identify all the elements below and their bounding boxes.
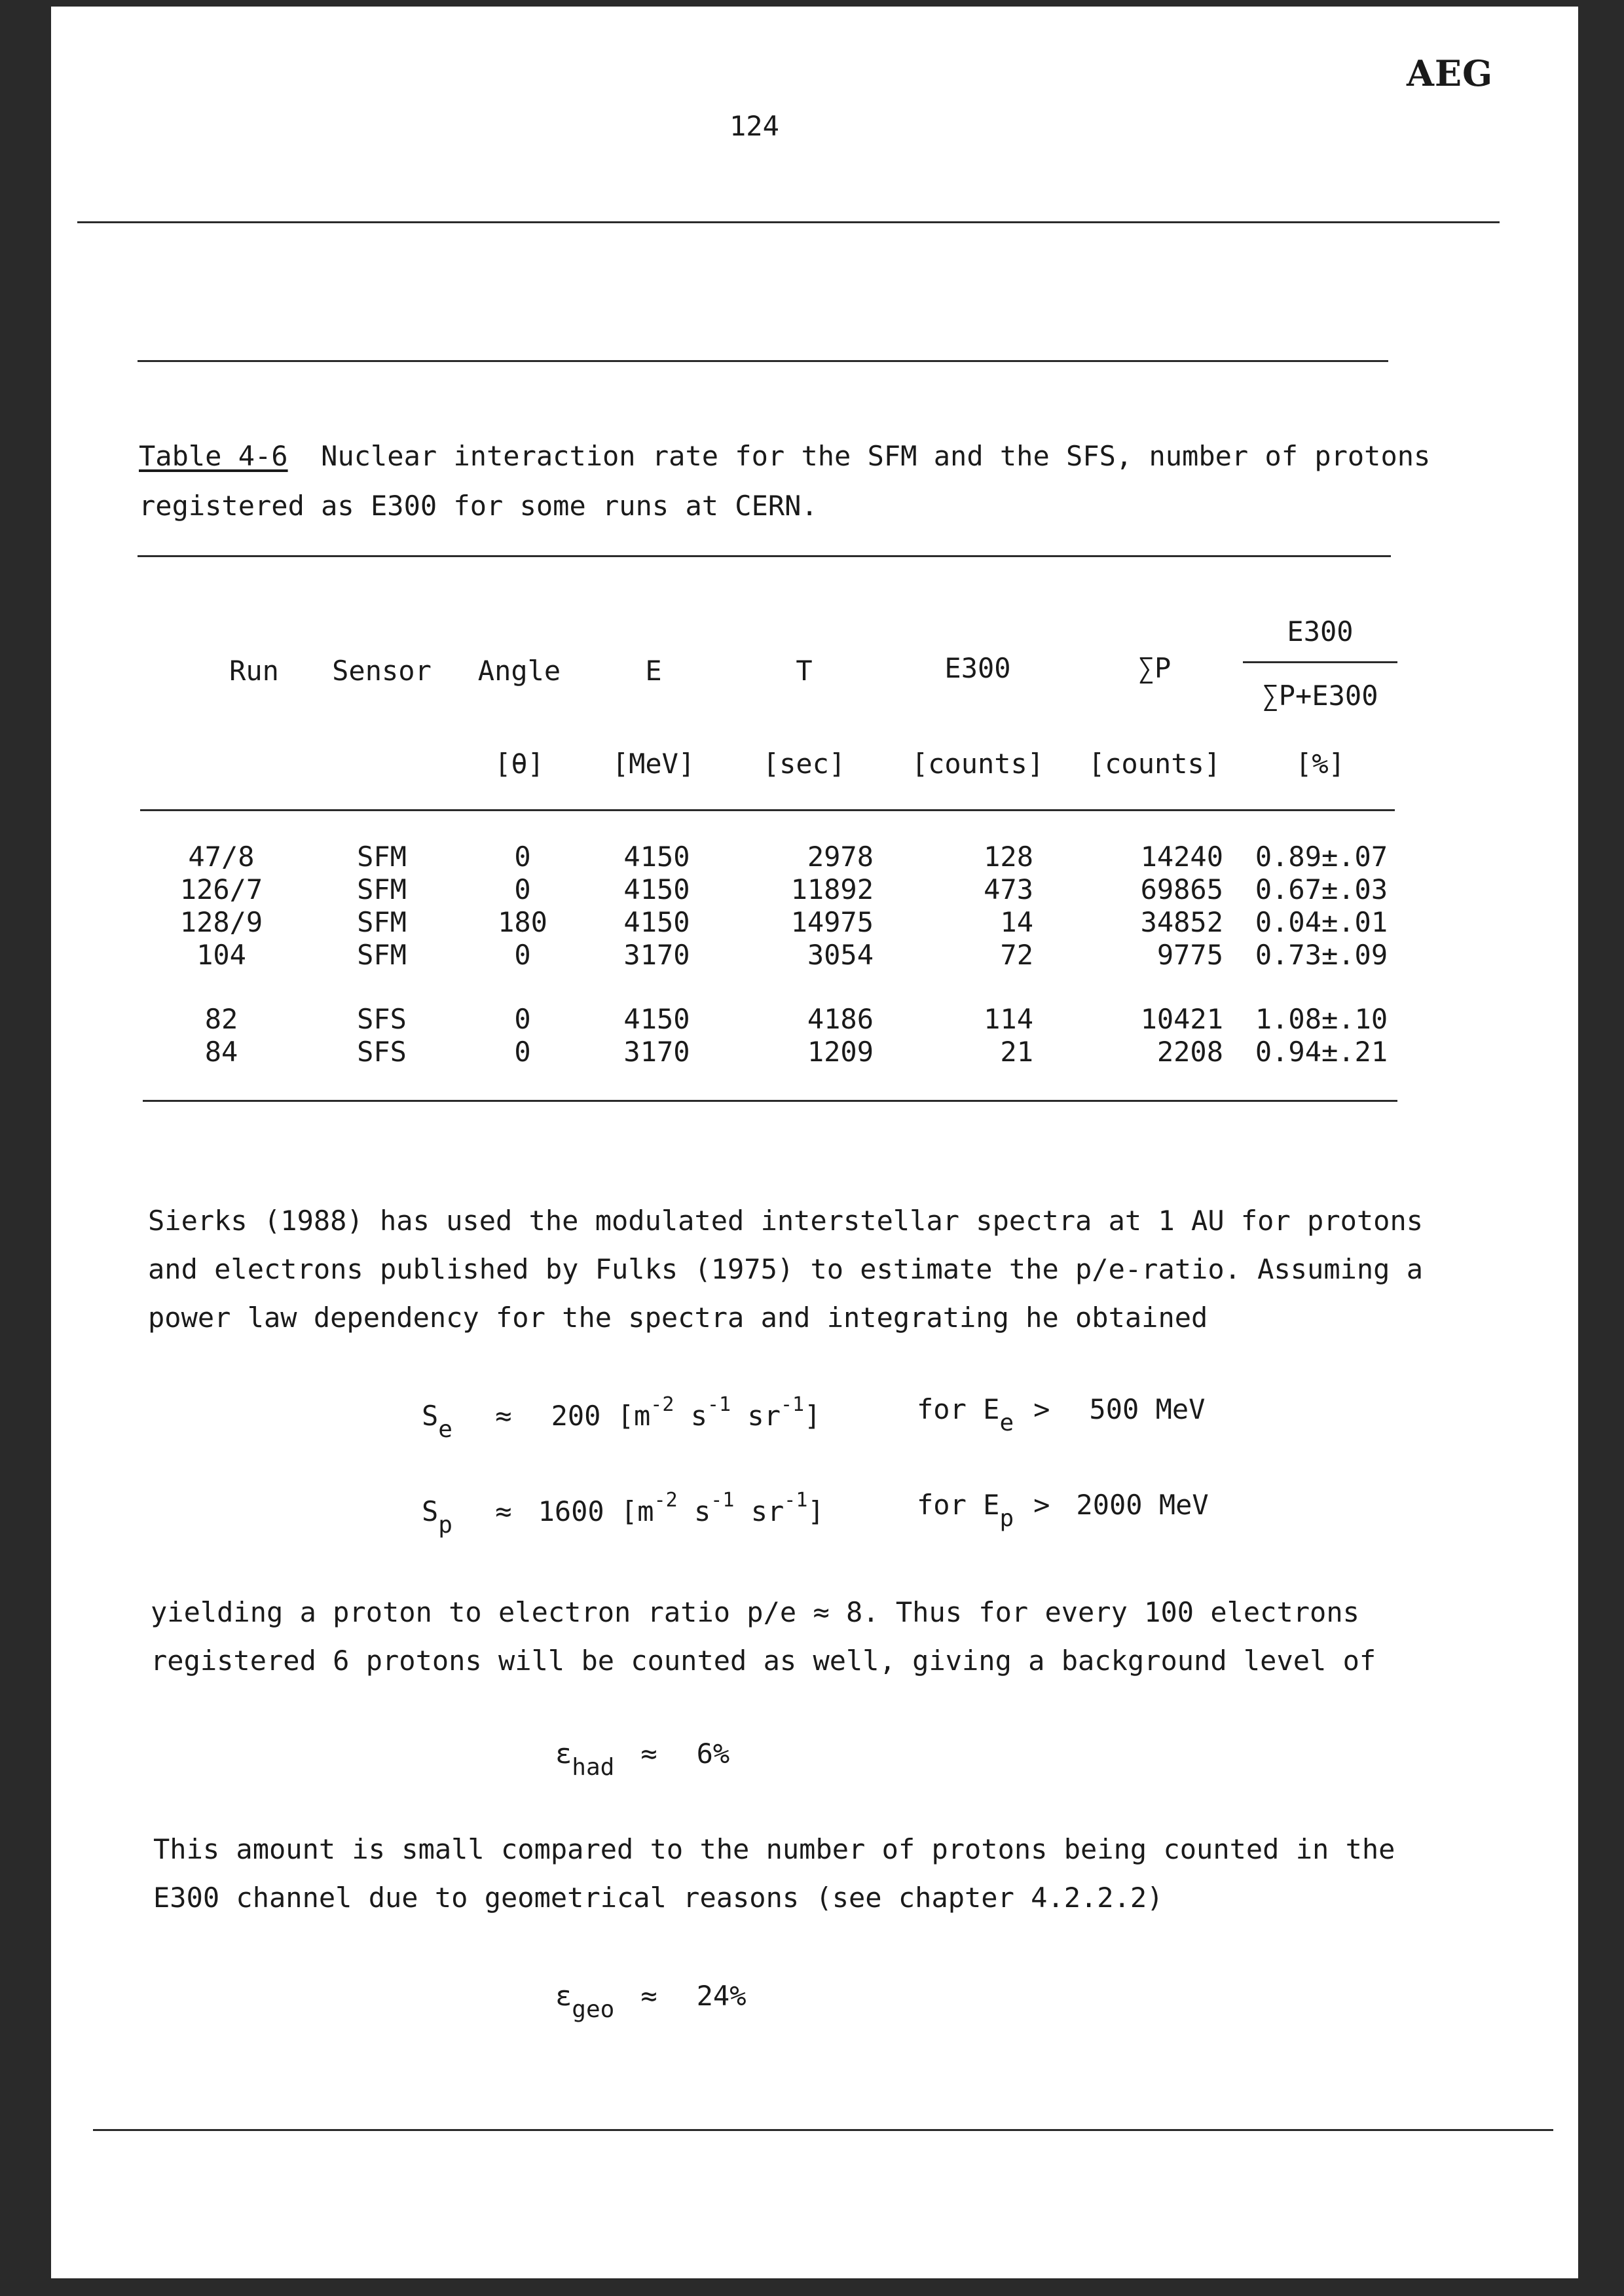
table-label: Table 4-6 <box>139 440 288 472</box>
paragraph1-line2: and electrons published by Fulks (1975) to estimate the p/e-ratio. Assuming a <box>148 1253 1424 1285</box>
equation-eps-geo: εgeo ≈ 24% <box>555 1980 747 2023</box>
header-run: Run <box>229 655 279 687</box>
cell-t: 3054 <box>807 939 874 971</box>
cell-ratio: 0.94±.21 <box>1255 1036 1388 1068</box>
cell-sum-p: 14240 <box>1140 841 1223 873</box>
equation-sp: Sp ≈ 1600 [$m^{-2}$ $s^{-1}$ $sr^{-1}$] <box>422 1489 824 1539</box>
cell-ratio: 0.67±.03 <box>1255 873 1388 905</box>
cell-angle: 0 <box>514 1003 531 1035</box>
equation-se: Se ≈ 200 [$m^{-2}$ $s^{-1}$ $sr^{-1}$] <box>422 1393 821 1443</box>
cell-run: 82 <box>204 1003 238 1035</box>
cell-e300: 14 <box>1000 906 1033 938</box>
cell-e: 4150 <box>623 1003 690 1035</box>
cell-e300: 21 <box>1000 1036 1033 1068</box>
cell-ratio: 0.89±.07 <box>1255 841 1388 873</box>
document-page <box>51 7 1578 2278</box>
cell-sensor: SFM <box>357 841 407 873</box>
header-fraction-denominator: ∑P+E300 <box>1262 680 1378 712</box>
table-caption-line1: Table 4-6 Nuclear interaction rate for the SFM and the SFS, number of protons <box>139 440 1431 472</box>
cell-t: 11892 <box>790 873 874 905</box>
cell-run: 128/9 <box>179 906 263 938</box>
equation-se-condition: for Ee > 500 MeV <box>917 1393 1206 1436</box>
header-sum-p: ∑P <box>1137 652 1172 684</box>
cell-angle: 180 <box>498 906 547 938</box>
cell-sum-p: 2208 <box>1156 1036 1223 1068</box>
cell-ratio: 0.73±.09 <box>1255 939 1388 971</box>
header-t: T <box>796 655 813 687</box>
paragraph2-line1: yielding a proton to electron ratio p/e ≈ 8. Thus for every 100 electrons <box>151 1596 1359 1628</box>
footer-rule <box>93 2129 1553 2131</box>
unit-percent: [%] <box>1295 748 1345 780</box>
cell-run: 84 <box>204 1036 238 1068</box>
cell-t: 14975 <box>790 906 874 938</box>
cell-angle: 0 <box>514 939 531 971</box>
cell-e: 3170 <box>623 939 690 971</box>
header-e: E <box>645 655 662 687</box>
cell-run: 126/7 <box>179 873 263 905</box>
cell-sum-p: 69865 <box>1140 873 1223 905</box>
table-header-rule <box>140 809 1395 811</box>
cell-sensor: SFM <box>357 939 407 971</box>
equation-eps-had: εhad ≈ 6% <box>555 1738 730 1781</box>
page-number: 124 <box>729 110 779 142</box>
caption-top-rule <box>138 360 1388 362</box>
cell-sensor: SFM <box>357 906 407 938</box>
cell-ratio: 0.04±.01 <box>1255 906 1388 938</box>
cell-sensor: SFS <box>357 1003 407 1035</box>
unit-sum-p: [counts] <box>1088 748 1221 780</box>
cell-e: 4150 <box>623 906 690 938</box>
unit-e300: [counts] <box>911 748 1044 780</box>
fraction-bar <box>1243 661 1397 663</box>
cell-e: 4150 <box>623 841 690 873</box>
header-rule <box>77 221 1500 223</box>
paragraph1-line1: Sierks (1988) has used the modulated interstellar spectra at 1 AU for protons <box>148 1205 1424 1237</box>
cell-t: 1209 <box>807 1036 874 1068</box>
aeg-logo: AEG <box>1407 52 1494 94</box>
cell-angle: 0 <box>514 873 531 905</box>
paragraph3-line1: This amount is small compared to the number of protons being counted in the <box>153 1833 1395 1865</box>
cell-e: 3170 <box>623 1036 690 1068</box>
caption-bottom-rule <box>138 555 1391 557</box>
cell-sensor: SFM <box>357 873 407 905</box>
header-e300: E300 <box>944 652 1011 684</box>
header-sensor: Sensor <box>332 655 432 687</box>
cell-angle: 0 <box>514 1036 531 1068</box>
cell-e300: 72 <box>1000 939 1033 971</box>
cell-angle: 0 <box>514 841 531 873</box>
cell-sum-p: 9775 <box>1156 939 1223 971</box>
unit-angle: [θ] <box>494 748 544 780</box>
cell-t: 2978 <box>807 841 874 873</box>
header-angle: Angle <box>477 655 561 687</box>
cell-sensor: SFS <box>357 1036 407 1068</box>
unit-t: [sec] <box>762 748 846 780</box>
paragraph1-line3: power law dependency for the spectra and integrating he obtained <box>148 1302 1208 1334</box>
equation-sp-condition: for Ep > 2000 MeV <box>917 1489 1209 1532</box>
cell-t: 4186 <box>807 1003 874 1035</box>
paragraph3-line2: E300 channel due to geometrical reasons (see chapter 4.2.2.2) <box>153 1882 1164 1914</box>
cell-ratio: 1.08±.10 <box>1255 1003 1388 1035</box>
cell-sum-p: 34852 <box>1140 906 1223 938</box>
paragraph2-line2: registered 6 protons will be counted as well, giving a background level of <box>151 1645 1376 1677</box>
cell-e300: 128 <box>984 841 1033 873</box>
cell-e300: 114 <box>984 1003 1033 1035</box>
cell-e300: 473 <box>984 873 1033 905</box>
table-caption-line2: registered as E300 for some runs at CERN. <box>139 490 818 522</box>
cell-run: 104 <box>196 939 246 971</box>
cell-sum-p: 10421 <box>1140 1003 1223 1035</box>
cell-run: 47/8 <box>188 841 255 873</box>
header-fraction-numerator: E300 <box>1287 615 1354 647</box>
unit-e: [MeV] <box>612 748 695 780</box>
cell-e: 4150 <box>623 873 690 905</box>
table-bottom-rule <box>143 1100 1397 1102</box>
